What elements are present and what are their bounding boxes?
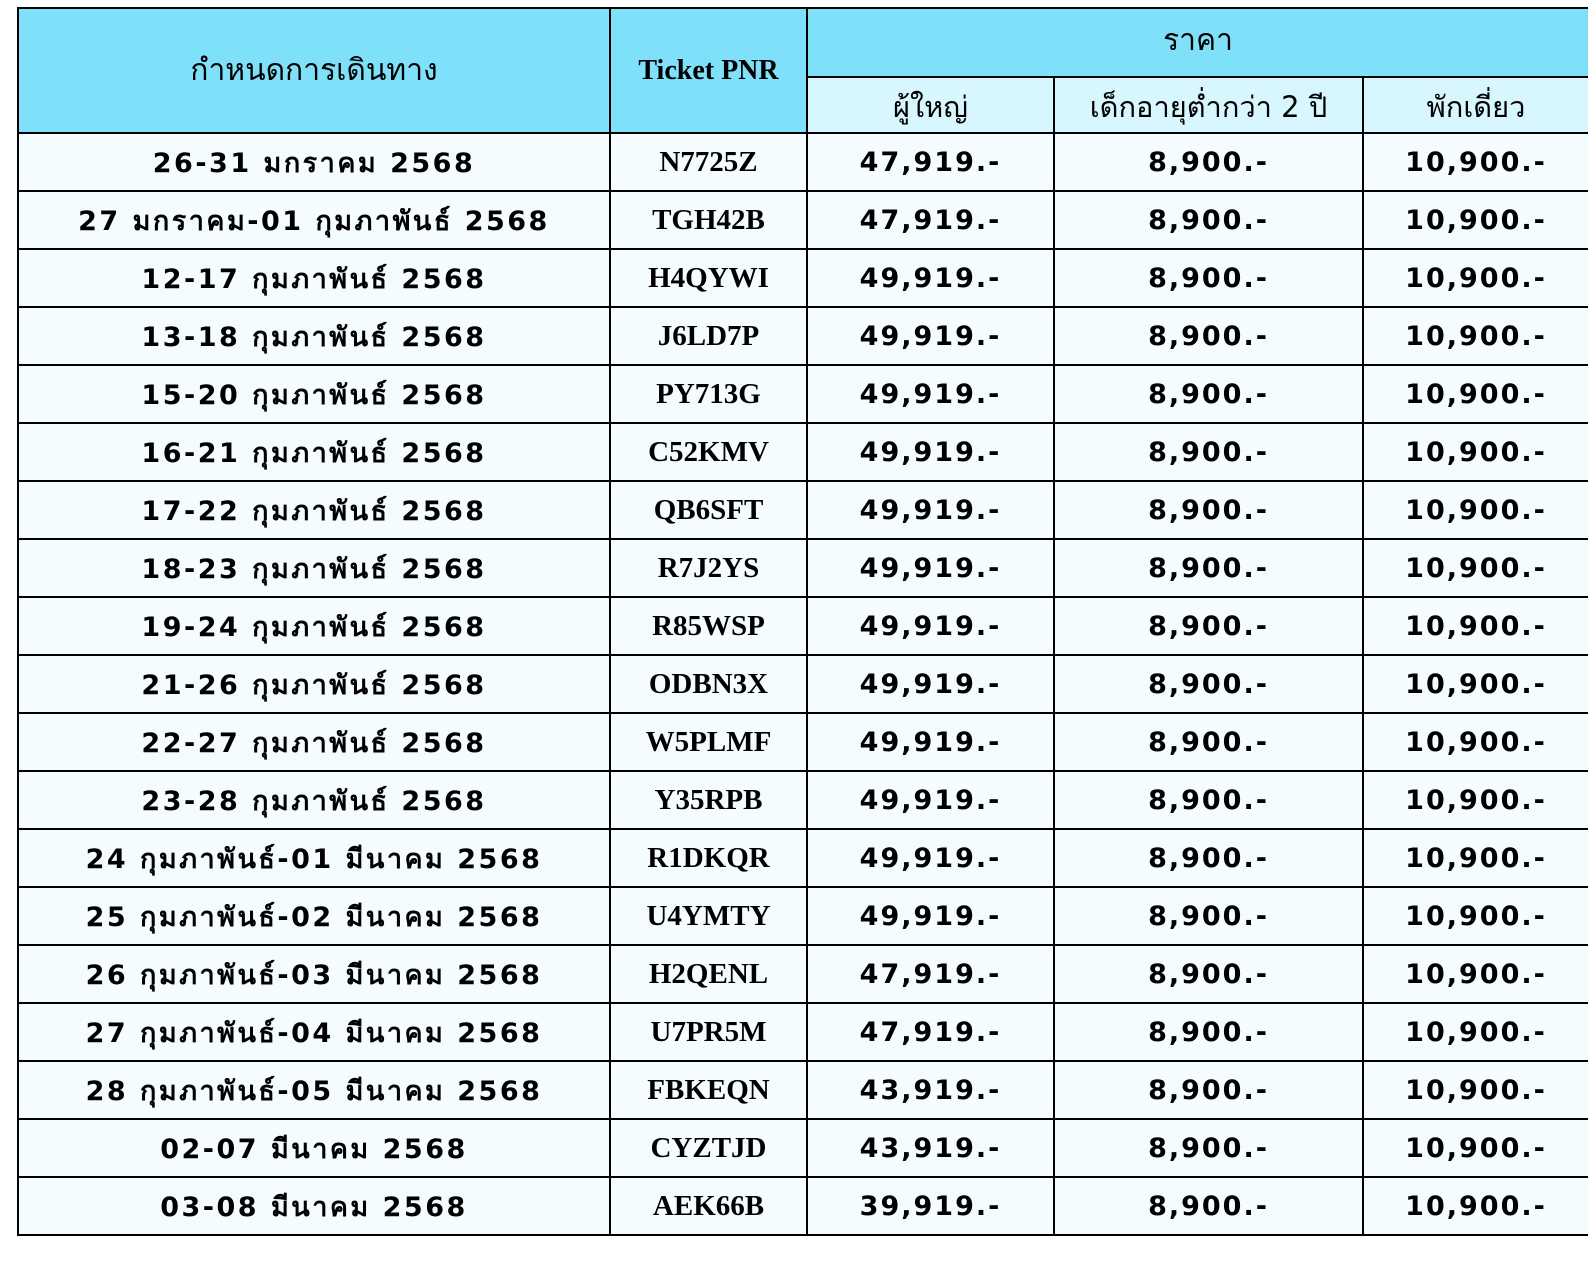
child-price-cell: 8,900.- (1054, 887, 1363, 945)
ticket-pnr-cell: PY713G (610, 365, 807, 423)
single-supplement-cell: 10,900.- (1363, 655, 1588, 713)
travel-date-cell: 21-26 กุมภาพันธ์ 2568 (18, 655, 610, 713)
child-price-cell: 8,900.- (1054, 945, 1363, 1003)
travel-date-cell: 23-28 กุมภาพันธ์ 2568 (18, 771, 610, 829)
adult-price-cell: 49,919.- (807, 713, 1054, 771)
ticket-pnr-cell: ODBN3X (610, 655, 807, 713)
travel-date-cell: 18-23 กุมภาพันธ์ 2568 (18, 539, 610, 597)
tour-price-table (17, 7, 1588, 1236)
adult-price-cell: 49,919.- (807, 307, 1054, 365)
header-row-main (18, 8, 1588, 77)
price-header: ราคา (807, 8, 1588, 77)
ticket-pnr-cell: CYZTJD (610, 1119, 807, 1177)
single-supplement-cell: 10,900.- (1363, 771, 1588, 829)
single-supplement-cell: 10,900.- (1363, 887, 1588, 945)
single-supplement-cell: 10,900.- (1363, 249, 1588, 307)
child-price-cell: 8,900.- (1054, 771, 1363, 829)
ticket-pnr-cell: R1DKQR (610, 829, 807, 887)
travel-date-cell: 26 กุมภาพันธ์-03 มีนาคม 2568 (18, 945, 610, 1003)
adult-price-cell: 49,919.- (807, 655, 1054, 713)
single-supplement-cell: 10,900.- (1363, 829, 1588, 887)
travel-date-cell: 12-17 กุมภาพันธ์ 2568 (18, 249, 610, 307)
travel-date-cell: 16-21 กุมภาพันธ์ 2568 (18, 423, 610, 481)
travel-date-cell: 25 กุมภาพันธ์-02 มีนาคม 2568 (18, 887, 610, 945)
adult-price-cell: 43,919.- (807, 1061, 1054, 1119)
table-header (18, 8, 1588, 133)
travel-date-cell: 24 กุมภาพันธ์-01 มีนาคม 2568 (18, 829, 610, 887)
child-price-cell: 8,900.- (1054, 597, 1363, 655)
table-row (18, 1061, 1588, 1119)
travel-date-cell: 22-27 กุมภาพันธ์ 2568 (18, 713, 610, 771)
ticket-pnr-cell: U4YMTY (610, 887, 807, 945)
ticket-pnr-cell: AEK66B (610, 1177, 807, 1235)
table-body (18, 133, 1588, 1235)
single-supplement-cell: 10,900.- (1363, 1003, 1588, 1061)
child-price-cell: 8,900.- (1054, 133, 1363, 191)
travel-date-cell: 15-20 กุมภาพันธ์ 2568 (18, 365, 610, 423)
child-price-cell: 8,900.- (1054, 713, 1363, 771)
adult-price-cell: 39,919.- (807, 1177, 1054, 1235)
single-supplement-cell: 10,900.- (1363, 539, 1588, 597)
travel-date-cell: 02-07 มีนาคม 2568 (18, 1119, 610, 1177)
single-supplement-cell: 10,900.- (1363, 945, 1588, 1003)
adult-price-cell: 49,919.- (807, 829, 1054, 887)
table-row (18, 423, 1588, 481)
adult-price-cell: 49,919.- (807, 771, 1054, 829)
single-supplement-header: พักเดี่ยว (1363, 77, 1588, 133)
table-row (18, 887, 1588, 945)
adult-price-cell: 43,919.- (807, 1119, 1054, 1177)
ticket-pnr-cell: TGH42B (610, 191, 807, 249)
child-price-cell: 8,900.- (1054, 1119, 1363, 1177)
table-row (18, 1119, 1588, 1177)
single-supplement-cell: 10,900.- (1363, 597, 1588, 655)
child-price-cell: 8,900.- (1054, 423, 1363, 481)
table-row (18, 1003, 1588, 1061)
table-row (18, 771, 1588, 829)
adult-price-cell: 47,919.- (807, 1003, 1054, 1061)
single-supplement-cell: 10,900.- (1363, 365, 1588, 423)
child-price-cell: 8,900.- (1054, 481, 1363, 539)
ticket-pnr-cell: R7J2YS (610, 539, 807, 597)
adult-price-cell: 49,919.- (807, 423, 1054, 481)
ticket-pnr-cell: H2QENL (610, 945, 807, 1003)
travel-date-cell: 27 กุมภาพันธ์-04 มีนาคม 2568 (18, 1003, 610, 1061)
child-price-cell: 8,900.- (1054, 191, 1363, 249)
ticket-pnr-cell: FBKEQN (610, 1061, 807, 1119)
single-supplement-cell: 10,900.- (1363, 133, 1588, 191)
child-price-cell: 8,900.- (1054, 655, 1363, 713)
table-row (18, 307, 1588, 365)
ticket-pnr-cell: N7725Z (610, 133, 807, 191)
table-row (18, 655, 1588, 713)
table-row (18, 829, 1588, 887)
table-row (18, 539, 1588, 597)
ticket-pnr-cell: J6LD7P (610, 307, 807, 365)
adult-price-cell: 49,919.- (807, 887, 1054, 945)
travel-date-cell: 13-18 กุมภาพันธ์ 2568 (18, 307, 610, 365)
table-row (18, 365, 1588, 423)
ticket-pnr-header: Ticket PNR (610, 8, 807, 133)
single-supplement-cell: 10,900.- (1363, 713, 1588, 771)
child-price-cell: 8,900.- (1054, 829, 1363, 887)
travel-date-cell: 19-24 กุมภาพันธ์ 2568 (18, 597, 610, 655)
table-row (18, 945, 1588, 1003)
child-price-cell: 8,900.- (1054, 539, 1363, 597)
child-price-cell: 8,900.- (1054, 1177, 1363, 1235)
single-supplement-cell: 10,900.- (1363, 1119, 1588, 1177)
child-price-cell: 8,900.- (1054, 1061, 1363, 1119)
adult-price-cell: 49,919.- (807, 481, 1054, 539)
child-price-cell: 8,900.- (1054, 1003, 1363, 1061)
travel-date-cell: 27 มกราคม-01 กุมภาพันธ์ 2568 (18, 191, 610, 249)
ticket-pnr-cell: Y35RPB (610, 771, 807, 829)
ticket-pnr-cell: C52KMV (610, 423, 807, 481)
single-supplement-cell: 10,900.- (1363, 1061, 1588, 1119)
travel-period-header: กำหนดการเดินทาง (18, 8, 610, 133)
child-price-cell: 8,900.- (1054, 307, 1363, 365)
travel-date-cell: 28 กุมภาพันธ์-05 มีนาคม 2568 (18, 1061, 610, 1119)
single-supplement-cell: 10,900.- (1363, 307, 1588, 365)
child-price-cell: 8,900.- (1054, 249, 1363, 307)
table-row (18, 191, 1588, 249)
single-supplement-cell: 10,900.- (1363, 191, 1588, 249)
child-price-cell: 8,900.- (1054, 365, 1363, 423)
table-row (18, 713, 1588, 771)
ticket-pnr-cell: QB6SFT (610, 481, 807, 539)
table-row (18, 597, 1588, 655)
single-supplement-cell: 10,900.- (1363, 481, 1588, 539)
ticket-pnr-cell: W5PLMF (610, 713, 807, 771)
ticket-pnr-cell: H4QYWI (610, 249, 807, 307)
ticket-pnr-cell: U7PR5M (610, 1003, 807, 1061)
adult-price-cell: 47,919.- (807, 133, 1054, 191)
adult-price-cell: 47,919.- (807, 945, 1054, 1003)
adult-price-cell: 49,919.- (807, 539, 1054, 597)
table-row (18, 481, 1588, 539)
adult-price-header: ผู้ใหญ่ (807, 77, 1054, 133)
adult-price-cell: 49,919.- (807, 249, 1054, 307)
ticket-pnr-cell: R85WSP (610, 597, 807, 655)
cropped-heading-fragment (85, 0, 275, 6)
adult-price-cell: 49,919.- (807, 597, 1054, 655)
single-supplement-cell: 10,900.- (1363, 1177, 1588, 1235)
adult-price-cell: 49,919.- (807, 365, 1054, 423)
single-supplement-cell: 10,900.- (1363, 423, 1588, 481)
travel-date-cell: 26-31 มกราคม 2568 (18, 133, 610, 191)
child-price-header: เด็กอายุต่ำกว่า 2 ปี (1054, 77, 1363, 133)
table-row (18, 1177, 1588, 1235)
travel-date-cell: 17-22 กุมภาพันธ์ 2568 (18, 481, 610, 539)
adult-price-cell: 47,919.- (807, 191, 1054, 249)
travel-date-cell: 03-08 มีนาคม 2568 (18, 1177, 610, 1235)
table-row (18, 249, 1588, 307)
table-row (18, 133, 1588, 191)
